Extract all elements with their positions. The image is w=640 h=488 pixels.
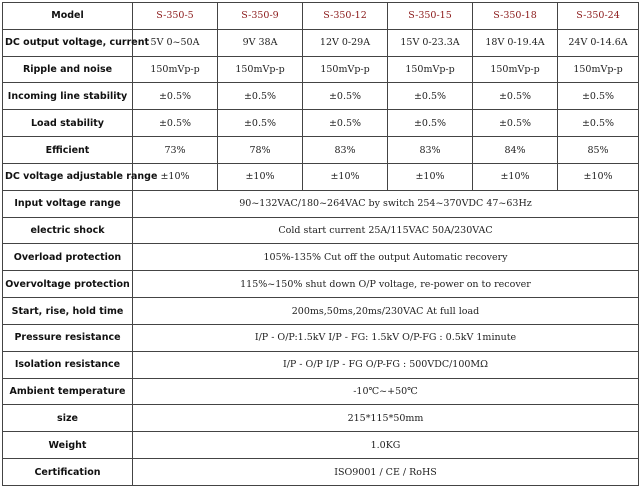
row-label: Ripple and noise [3, 56, 133, 83]
model-value: ±0.5% [558, 83, 639, 110]
model-value: 150mVp-p [133, 56, 218, 83]
model-value: 5V 0~50A [133, 29, 218, 56]
row-label: Isolation resistance [3, 351, 133, 378]
model-value: ±0.5% [388, 110, 473, 137]
shared-value: -10℃~+50℃ [133, 378, 639, 405]
shared-value: 105%-135% Cut off the output Automatic recovery [133, 244, 639, 271]
shared-spec-row [3, 324, 639, 351]
header-label: Model [3, 3, 133, 30]
row-label: Weight [3, 432, 133, 459]
shared-value: I/P - O/P:1.5kV I/P - FG: 1.5kV O/P-FG : 0.5kV 1minute [133, 324, 639, 351]
shared-spec-row [3, 298, 639, 325]
shared-spec-row [3, 459, 639, 486]
shared-value: ISO9001 / CE / RoHS [133, 459, 639, 486]
model-value: 9V 38A [218, 29, 303, 56]
model-value: ±10% [473, 163, 558, 190]
model-value: 73% [133, 137, 218, 164]
model-value: 150mVp-p [218, 56, 303, 83]
model-value: 83% [303, 137, 388, 164]
model-value: 150mVp-p [303, 56, 388, 83]
model-value: ±0.5% [303, 110, 388, 137]
model-value: ±0.5% [558, 110, 639, 137]
shared-spec-row [3, 190, 639, 217]
model-value: ±0.5% [473, 110, 558, 137]
shared-value: 1.0KG [133, 432, 639, 459]
model-value: ±10% [303, 163, 388, 190]
shared-spec-row [3, 432, 639, 459]
shared-spec-row [3, 244, 639, 271]
shared-spec-row [3, 378, 639, 405]
model-name: S-350-24 [558, 3, 639, 30]
row-label: Input voltage range [3, 190, 133, 217]
row-label: size [3, 405, 133, 432]
shared-value: 115%~150% shut down O/P voltage, re-power on to recover [133, 271, 639, 298]
model-value: 78% [218, 137, 303, 164]
model-value: ±0.5% [133, 110, 218, 137]
row-label: Efficient [3, 137, 133, 164]
model-value: 84% [473, 137, 558, 164]
model-value: ±0.5% [473, 83, 558, 110]
model-value: 85% [558, 137, 639, 164]
model-name: S-350-12 [303, 3, 388, 30]
spec-row [3, 29, 639, 56]
model-value: ±0.5% [388, 83, 473, 110]
model-value: 150mVp-p [558, 56, 639, 83]
shared-spec-row [3, 351, 639, 378]
spec-row [3, 83, 639, 110]
shared-value: 215*115*50mm [133, 405, 639, 432]
spec-row [3, 137, 639, 164]
spec-row [3, 110, 639, 137]
row-label: Certification [3, 459, 133, 486]
spec-table-body [3, 3, 639, 486]
row-label: Load stability [3, 110, 133, 137]
spec-row [3, 163, 639, 190]
model-value: ±0.5% [303, 83, 388, 110]
model-value: 15V 0-23.3A [388, 29, 473, 56]
row-label: Incoming line stability [3, 83, 133, 110]
model-value: ±10% [388, 163, 473, 190]
spec-row [3, 56, 639, 83]
model-value: 12V 0-29A [303, 29, 388, 56]
header-row [3, 3, 639, 30]
model-value: ±0.5% [218, 83, 303, 110]
model-value: ±0.5% [133, 83, 218, 110]
model-value: 24V 0-14.6A [558, 29, 639, 56]
model-name: S-350-9 [218, 3, 303, 30]
model-name: S-350-5 [133, 3, 218, 30]
row-label: Start, rise, hold time [3, 298, 133, 325]
model-name: S-350-18 [473, 3, 558, 30]
model-value: ±10% [133, 163, 218, 190]
model-value: ±0.5% [218, 110, 303, 137]
row-label: Overvoltage protection [3, 271, 133, 298]
row-label: electric shock [3, 217, 133, 244]
row-label: Ambient temperature [3, 378, 133, 405]
row-label: Pressure resistance [3, 324, 133, 351]
shared-value: 200ms,50ms,20ms/230VAC At full load [133, 298, 639, 325]
shared-value: Cold start current 25A/115VAC 50A/230VAC [133, 217, 639, 244]
model-name: S-350-15 [388, 3, 473, 30]
row-label: DC output voltage, current [3, 29, 133, 56]
row-label: DC voltage adjustable range [3, 163, 133, 190]
row-label: Overload protection [3, 244, 133, 271]
shared-value: I/P - O/P I/P - FG O/P-FG : 500VDC/100MΩ [133, 351, 639, 378]
model-value: 150mVp-p [388, 56, 473, 83]
shared-spec-row [3, 217, 639, 244]
model-value: 18V 0-19.4A [473, 29, 558, 56]
model-value: ±10% [218, 163, 303, 190]
shared-value: 90~132VAC/180~264VAC by switch 254~370VDC 47~63Hz [133, 190, 639, 217]
shared-spec-row [3, 271, 639, 298]
model-value: 150mVp-p [473, 56, 558, 83]
model-value: ±10% [558, 163, 639, 190]
shared-spec-row [3, 405, 639, 432]
spec-table [2, 2, 639, 486]
model-value: 83% [388, 137, 473, 164]
